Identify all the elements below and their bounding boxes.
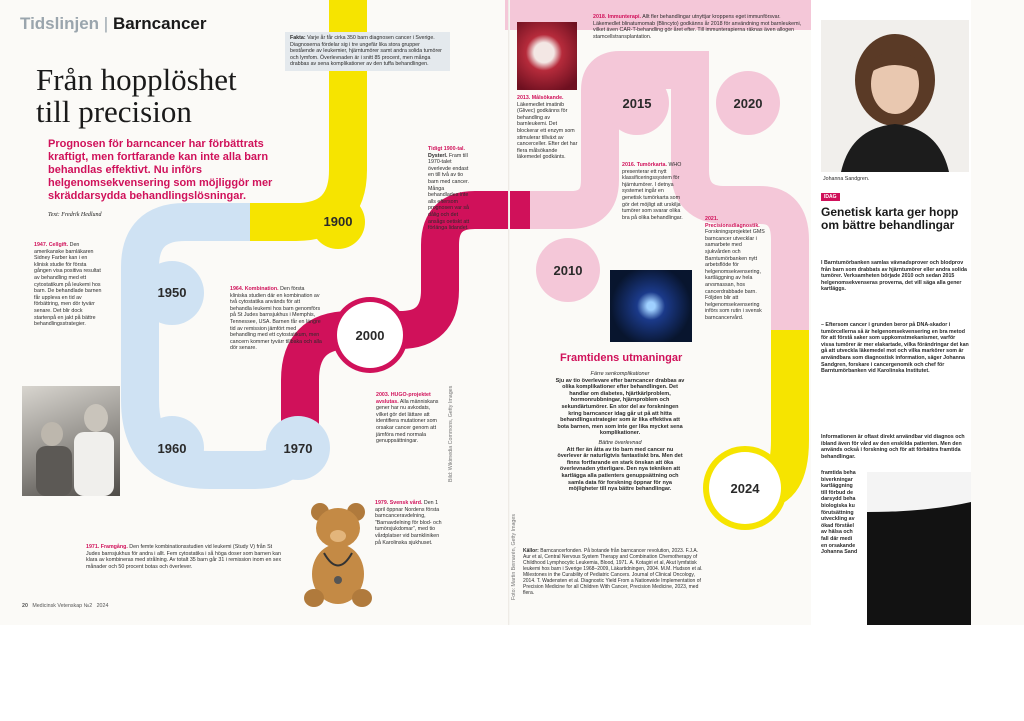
- cut-line-6: biologiska ku: [821, 502, 855, 509]
- portrait-illustration: [821, 20, 969, 172]
- year-1960: 1960: [157, 441, 187, 456]
- event-2013-head: 2013. Målsökande.: [517, 95, 564, 101]
- future-title: Framtidens utmaningar: [560, 352, 683, 364]
- year-2000: 2000: [355, 328, 385, 343]
- event-1900-text: Fram till 1970-talet överlevde endast en till två av tio barn med cancer. Många behandlades inte alls eftersom prognosen var så dålig och det ansågs oetiskt att förlänga lidandet.: [428, 152, 470, 232]
- event-2003-head: 2003. HUGO-projektet avslutas.: [376, 392, 431, 405]
- facts-label: Fakta:: [290, 35, 306, 41]
- event-1947-text: Den amerikanske barnläkaren Sidney Farber kan i en klinisk studie för första gången visa positiva resultat av behandling med ett cytostatikum på leukemi hos barn. De behandlade barnen får uppleva en tid av förbättring, men dör tyvärr senare. Det blir dock startenpå en jakt på bättre behandlingsstrategier.: [34, 242, 102, 328]
- event-2016: [622, 162, 684, 221]
- title-line-1: Från hopplöshet: [36, 62, 237, 97]
- event-1971: [86, 544, 282, 570]
- year-1970: 1970: [283, 441, 313, 456]
- footer-year: 2024: [96, 603, 109, 609]
- event-2003-text: Alla människans gener har nu avkodats, vilket gör det lättare att identifiera mutationer som orsakar cancer genom att jämföra med normala genuppsättningar.: [376, 398, 439, 445]
- sidebar-tag: IDAG: [821, 193, 840, 201]
- photo-leukemia-cells: [517, 22, 577, 90]
- sidebar-lead: I Barntumörbanken samlas vävnadsprover och blodprov från barn som drabbats av hjärntumörer eller andra solida tumörer. Verksamheten började 2010 och sedan 2015 helgenomsekvenseras proverna, det vill säga alla gener kartläggs.: [821, 260, 968, 293]
- event-1947: [34, 242, 102, 328]
- event-1900: [428, 146, 470, 232]
- event-1964: [230, 286, 322, 352]
- byline: Text: Fredrik Hedlund: [48, 212, 102, 218]
- portrait-caption: Johanna Sandgren.: [823, 176, 870, 182]
- event-1900-sub: Dysterl.: [428, 152, 448, 159]
- event-1979-head: 1979. Svensk vård.: [375, 500, 423, 506]
- page-curl: [867, 472, 971, 625]
- event-2018-text: Allt fler behandlingar utnyttjar kroppens eget immunförsvar. Läkemedlet blinatumomab (Blincyto) godkänns år 2018 för användning mot barnleukemi, vilket även CAR-T-behandling gör året efter. Till immunterapierna räknas även allogen stamcellstransplantation.: [593, 14, 802, 40]
- cut-line-9: ökad förståel: [821, 522, 854, 529]
- event-2013: [517, 95, 579, 161]
- event-2018-head: 2018. Immunterapi.: [593, 14, 641, 20]
- year-2024: 2024: [730, 481, 760, 496]
- doctor-child-illustration: [22, 386, 120, 496]
- future-kicker-2: Bättre överlevnad: [598, 439, 642, 446]
- future-section: [555, 371, 685, 493]
- year-1900: 1900: [323, 214, 353, 229]
- event-1971-text: Den femte kombinationsstudien vid leukemi (Study V) från St Judes barnsjukhus för andra i allt. Fem cytostatika i så höga doser som barnen kan klara av kombineras med strålning. Av totalt 35 barn går 31 i remission inom en sex månader och 50 procent botas och överlever.: [86, 544, 282, 570]
- year-2020: 2020: [733, 96, 763, 111]
- event-1979: [375, 500, 445, 546]
- page-fold: [508, 0, 510, 625]
- section-label: Tidslinjen: [20, 14, 100, 33]
- footer-page: 20: [22, 603, 28, 609]
- facts-box: [285, 32, 450, 71]
- page-title: [36, 64, 237, 128]
- event-2018: [593, 14, 808, 40]
- section-header: Tidslinjen | Barncancer: [20, 14, 207, 33]
- cut-line-8: utveckling av: [821, 516, 855, 523]
- sidebar-paragraph-2: Informationen är oftast direkt användbar vid diagnos och ibland även för vård av den enskilda patienten. Men den används också i forskning och för att förbättra framtida behandlingar.: [821, 434, 965, 460]
- sidebar: [811, 0, 971, 625]
- cut-line-13: Johanna Sand: [821, 549, 858, 556]
- cut-line-2: biverkningar: [821, 476, 853, 483]
- lead-text: Prognosen för barncancer har förbättrats kraftigt, men fortfarande kan inte alla barn behandlas effektivt. Nu införs helgenomsekvensering som möjliggör mer skräddarsydda behandlingslösningar.: [48, 138, 273, 202]
- photo-doctor-child: [22, 386, 120, 496]
- footer-mag: Medicinsk Vetenskap №2: [32, 603, 93, 609]
- year-1950: 1950: [157, 285, 187, 300]
- future-kicker-1: Färre senkomplikationer: [590, 371, 650, 377]
- facts-text: Varje år får cirka 350 barn diagnosen cancer i Sverige. Diagnoserna fördelar sig i tre ungefär lika stora grupper bestående av leukemier, hjärntumörer samt andra solida tumörer och lymfom. Överlevnaden är i snitt 85 procent, men många drabbas av sena komplikationer av den tuffa behandlingen.: [290, 35, 442, 68]
- photo-portrait: [821, 20, 969, 172]
- year-2015: 2015: [622, 96, 652, 111]
- event-2013-text: Läkemedlet imatinib (Glivec) godkänns för behandling av barnleukemi. Det blockerar ett enzym som stimulerar tillväxt av cancerceller. Efter det har flera målsökande läkemedel godkänts.: [517, 101, 578, 161]
- footer: [22, 603, 108, 610]
- cut-line-5: darsydd beha: [821, 496, 856, 503]
- event-2021-text: Forskningsprojektet GMS barncancer utvecklar i samarbete med sjukvården och Barntumörbanken nytt arbetsflöde för helgenomsekvensering, kartläggning av hela arvsmassan, hos cancerdrabbade barn. Följden blir att helgenomsekvensering införs som rutin i svensk barncancervård.: [705, 229, 765, 321]
- event-2016-text: WHO presenterar ett nytt klassificeringssystem för hjärntumörer. I detnya systemet ingår en genetisk tumörkarta som gör det möjligt att urskilja tumörer som svarar olika bra på olika behandlingar.: [622, 162, 683, 221]
- sources-text: Barncancerfonden. På botande från barncancer revolution, 2023. F.J.A. Aur et al, Central Nervous System Therapy and Combination Chemotherapy of Childhood Lymphocytic Leukemia, Blood, 1971. A. Kotagiri et al, Akut lymfatisk leukemi hos barn i Sverige 1968–2009, Läkartidningen, 2004. M.M. Hudson et al. Milestones in the Curability of Pediatric Cancers. Journal of Clinical Oncology, 2014. T. Wadensten et al. Diagnostic Yield From a Nationwide Implementation of Precision Medicine for all Children With Cancer, Precision Medicine, 2023, med flera.: [523, 548, 703, 596]
- cut-line-10: av hälsa och: [821, 529, 853, 536]
- sidebar-paragraph-1: – Eftersom cancer i grunden beror på DNA-skador i tumörcellerna så är helgenomsekvensering en bra metod för att förstå saker som uppkomstmekanismer, varför vissa tumörer är mer elakartade, vilka förändringar det kan gå att utveckla läkemedel mot och vilka markörer som är användbara som diagnostisk information, säger Johanna Sandgren, forskare i cancergenomik och chef för Barntumörbanken vid Karolinska Institutet.: [821, 322, 969, 375]
- event-1947-head: 1947. Cellgift.: [34, 242, 69, 248]
- cut-line-4: till förbud de: [821, 489, 854, 496]
- event-1979-text: Den 1 april öppnar Nordens första barncanceravdelning, ”Barnavdelning för blod- och tumörsjukdomar”, med tio vårdplatser vid barnkliniken på Karolinska sjukhuset.: [375, 500, 442, 546]
- future-paragraph-2: Att fler än åtta av tio barn med cancer nu överlever är naturligtvis fantastiskt bra. Men det finns fortfarande en stark önskan att öka överlevnaden ytterligare. Den nya tekniken att kartlägga alla patienters genuppsättning och samla data för forskning öppnar för nya möjligheter till nya bättre behandlingar.: [557, 446, 683, 493]
- cut-line-3: kartläggning: [821, 483, 853, 490]
- sidebar-cut-column: [821, 470, 873, 556]
- event-1900-head: Tidigt 1900-tal.: [428, 146, 465, 152]
- photo-credit-1: Bild: Wikimedia Commons, Getty Images: [448, 385, 454, 482]
- event-2003: [376, 392, 442, 445]
- event-2021: [705, 216, 767, 322]
- title-line-2: till precision: [36, 94, 192, 129]
- event-2021-head: 2021. Precisionsdiagnostik.: [705, 216, 760, 229]
- sidebar-title: Genetisk karta ger hopp om bättre behandlingar: [821, 205, 959, 232]
- teddy-bear-icon: [300, 498, 376, 610]
- photo-teddy-bear: [300, 498, 376, 610]
- sources-label: Källor:: [523, 548, 539, 554]
- section-topic: Barncancer: [112, 14, 207, 33]
- photo-cell-microscopy: [610, 270, 692, 342]
- future-paragraph-1: Sju av tio överlevare efter barncancer drabbas av olika komplikationer efter behandlingen. Det handlar om diabetes, hjärtkärlproblem, hormonrubbningar, hjärnproblem och sekundärtumörer. En stor del av forskningen kring barncancer idag går ut på att hitta behandlingsstrategier som är lika effektiva att bota barnen, men som inte ger lika mycket sena komplikationer.: [555, 377, 685, 437]
- event-1971-head: 1971. Framgång.: [86, 544, 128, 550]
- cut-line-1: framtida beha: [821, 470, 856, 476]
- cut-line-7: förutsättning: [821, 509, 854, 516]
- event-1964-text: Den första kliniska studien där en kombination av två cytostatika används för att behandla leukemi hos barn genomförs på St Judes barnsjukhus i Memphis, Tennessee, USA. Barnen får en längre tid av remission jämfört med behandling med ett cytostatikum, men cancern kommer tyvärr tillbaka och alla dör senare.: [230, 286, 322, 352]
- event-2016-head: 2016. Tumörkarta.: [622, 162, 667, 168]
- photo-credit-2: Foto: Martin Bernarén, Getty Images: [511, 514, 517, 600]
- event-1964-head: 1964. Kombination.: [230, 286, 279, 292]
- cut-line-12: en orsakande: [821, 542, 856, 549]
- sources: [523, 548, 705, 596]
- cut-line-11: fall där medi: [821, 535, 853, 542]
- year-2010: 2010: [553, 263, 583, 278]
